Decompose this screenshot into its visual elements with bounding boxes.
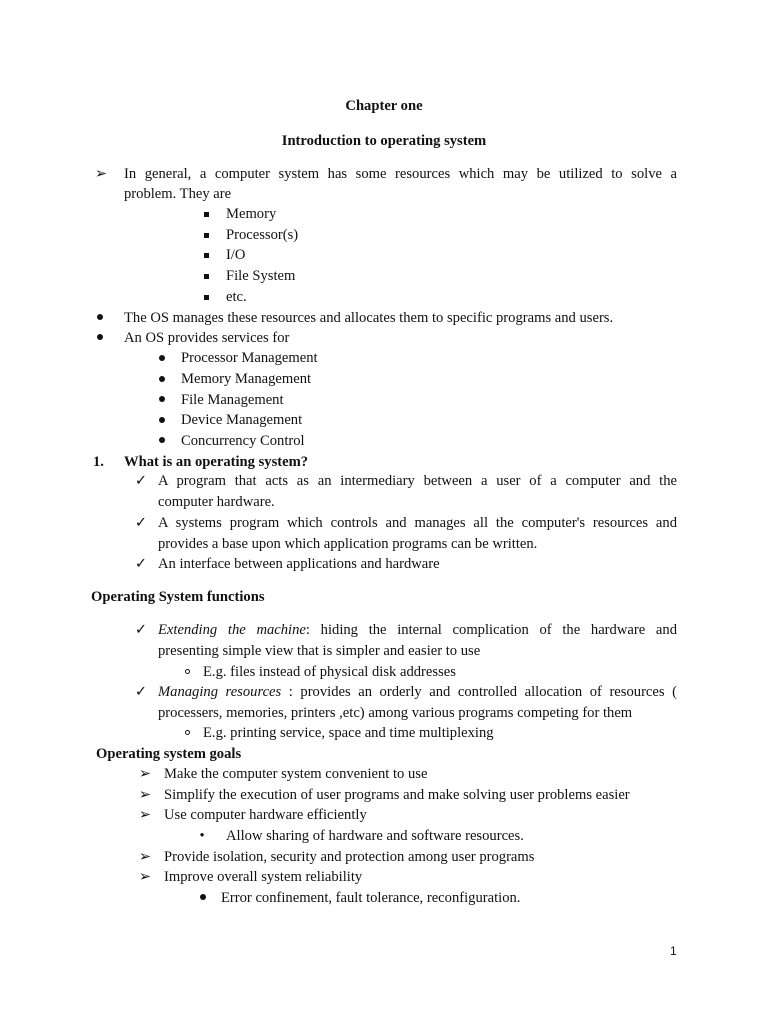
goal-item: Improve overall system reliability bbox=[164, 869, 363, 885]
arrow-bullet-icon: ➢ bbox=[94, 166, 108, 182]
function-2-line-1 bbox=[158, 682, 677, 702]
check-icon: ✓ bbox=[134, 684, 148, 700]
arrow-bullet-icon: ➢ bbox=[138, 869, 152, 885]
q1-answer-1-line-1: A program that acts as an intermediary between a user of a computer and the bbox=[158, 473, 677, 489]
functions-heading: Operating System functions bbox=[91, 589, 265, 605]
service-item: File Management bbox=[181, 392, 284, 408]
hollow-bullet-icon bbox=[185, 730, 190, 735]
os-services-lead: An OS provides services for bbox=[124, 330, 290, 346]
service-item: Concurrency Control bbox=[181, 433, 305, 449]
check-icon: ✓ bbox=[134, 515, 148, 531]
hollow-bullet-icon bbox=[185, 669, 190, 674]
square-bullet-icon bbox=[204, 212, 209, 217]
square-bullet-icon bbox=[204, 274, 209, 279]
resource-item: Processor(s) bbox=[226, 227, 299, 243]
page-number: 1 bbox=[670, 944, 677, 958]
goal-item: Simplify the execution of user programs and make solving user problems easier bbox=[164, 787, 630, 803]
q1-answer-1-line-2: computer hardware. bbox=[158, 494, 275, 510]
function-1-term: Extending the machine bbox=[158, 622, 306, 638]
q1-answer-3: An interface between applications and hardware bbox=[158, 556, 440, 572]
square-bullet-icon bbox=[204, 233, 209, 238]
intro-line-2: problem. They are bbox=[124, 186, 232, 202]
intro-line-1: In general, a computer system has some resources which may be utilized to solve a bbox=[124, 166, 677, 182]
q1-heading: What is an operating system? bbox=[124, 454, 309, 470]
q1-number: 1. bbox=[93, 454, 104, 470]
goals-heading: Operating system goals bbox=[96, 746, 242, 762]
goal-item: Provide isolation, security and protection among user programs bbox=[164, 849, 535, 865]
goal-sub-item: Error confinement, fault tolerance, reconfiguration. bbox=[221, 890, 521, 906]
resource-item: File System bbox=[226, 268, 296, 284]
bullet-icon bbox=[97, 314, 103, 320]
function-2-term: Managing resources bbox=[158, 684, 282, 700]
function-1-example: E.g. files instead of physical disk addresses bbox=[203, 664, 456, 680]
bullet-icon bbox=[159, 355, 165, 361]
bullet-icon bbox=[159, 437, 165, 443]
check-icon: ✓ bbox=[134, 473, 148, 489]
chapter-subtitle: Introduction to operating system bbox=[281, 133, 487, 149]
square-bullet-icon bbox=[204, 253, 209, 258]
service-item: Processor Management bbox=[181, 350, 318, 366]
service-item: Device Management bbox=[181, 412, 303, 428]
bullet-icon bbox=[97, 334, 103, 340]
goal-item: Use computer hardware efficiently bbox=[164, 807, 367, 823]
q1-answer-2-line-2: provides a base upon which application programs can be written. bbox=[158, 536, 538, 552]
arrow-bullet-icon: ➢ bbox=[138, 787, 152, 803]
function-1-line-1 bbox=[158, 620, 677, 640]
resource-item: I/O bbox=[226, 247, 246, 263]
arrow-bullet-icon: ➢ bbox=[138, 807, 152, 823]
resource-item: Memory bbox=[226, 206, 277, 222]
check-icon: ✓ bbox=[134, 622, 148, 638]
function-2-example: E.g. printing service, space and time multiplexing bbox=[203, 725, 494, 741]
bullet-icon: • bbox=[199, 828, 205, 844]
resource-item: etc. bbox=[226, 289, 247, 305]
function-1-line-2: presenting simple view that is simpler and easier to use bbox=[158, 643, 481, 659]
function-2-line-2: processers, memories, printers ,etc) among various programs competing for them bbox=[158, 705, 633, 721]
arrow-bullet-icon: ➢ bbox=[138, 766, 152, 782]
function-2-text: : provides an orderly and controlled allocation of resources ( bbox=[281, 684, 677, 700]
q1-answer-2-line-1: A systems program which controls and manages all the computer's resources and bbox=[158, 515, 677, 531]
bullet-icon bbox=[200, 894, 206, 900]
goal-sub-item: Allow sharing of hardware and software resources. bbox=[226, 828, 524, 844]
check-icon: ✓ bbox=[134, 556, 148, 572]
function-1-text: : hiding the internal complication of the hardware and bbox=[305, 622, 677, 638]
square-bullet-icon bbox=[204, 295, 209, 300]
bullet-icon bbox=[159, 417, 165, 423]
chapter-title: Chapter one bbox=[345, 98, 423, 114]
service-item: Memory Management bbox=[181, 371, 312, 387]
arrow-bullet-icon: ➢ bbox=[138, 849, 152, 865]
bullet-icon bbox=[159, 376, 165, 382]
goal-item: Make the computer system convenient to use bbox=[164, 766, 428, 782]
bullet-icon bbox=[159, 396, 165, 402]
os-manages-text: The OS manages these resources and allocates them to specific programs and users. bbox=[124, 310, 614, 326]
